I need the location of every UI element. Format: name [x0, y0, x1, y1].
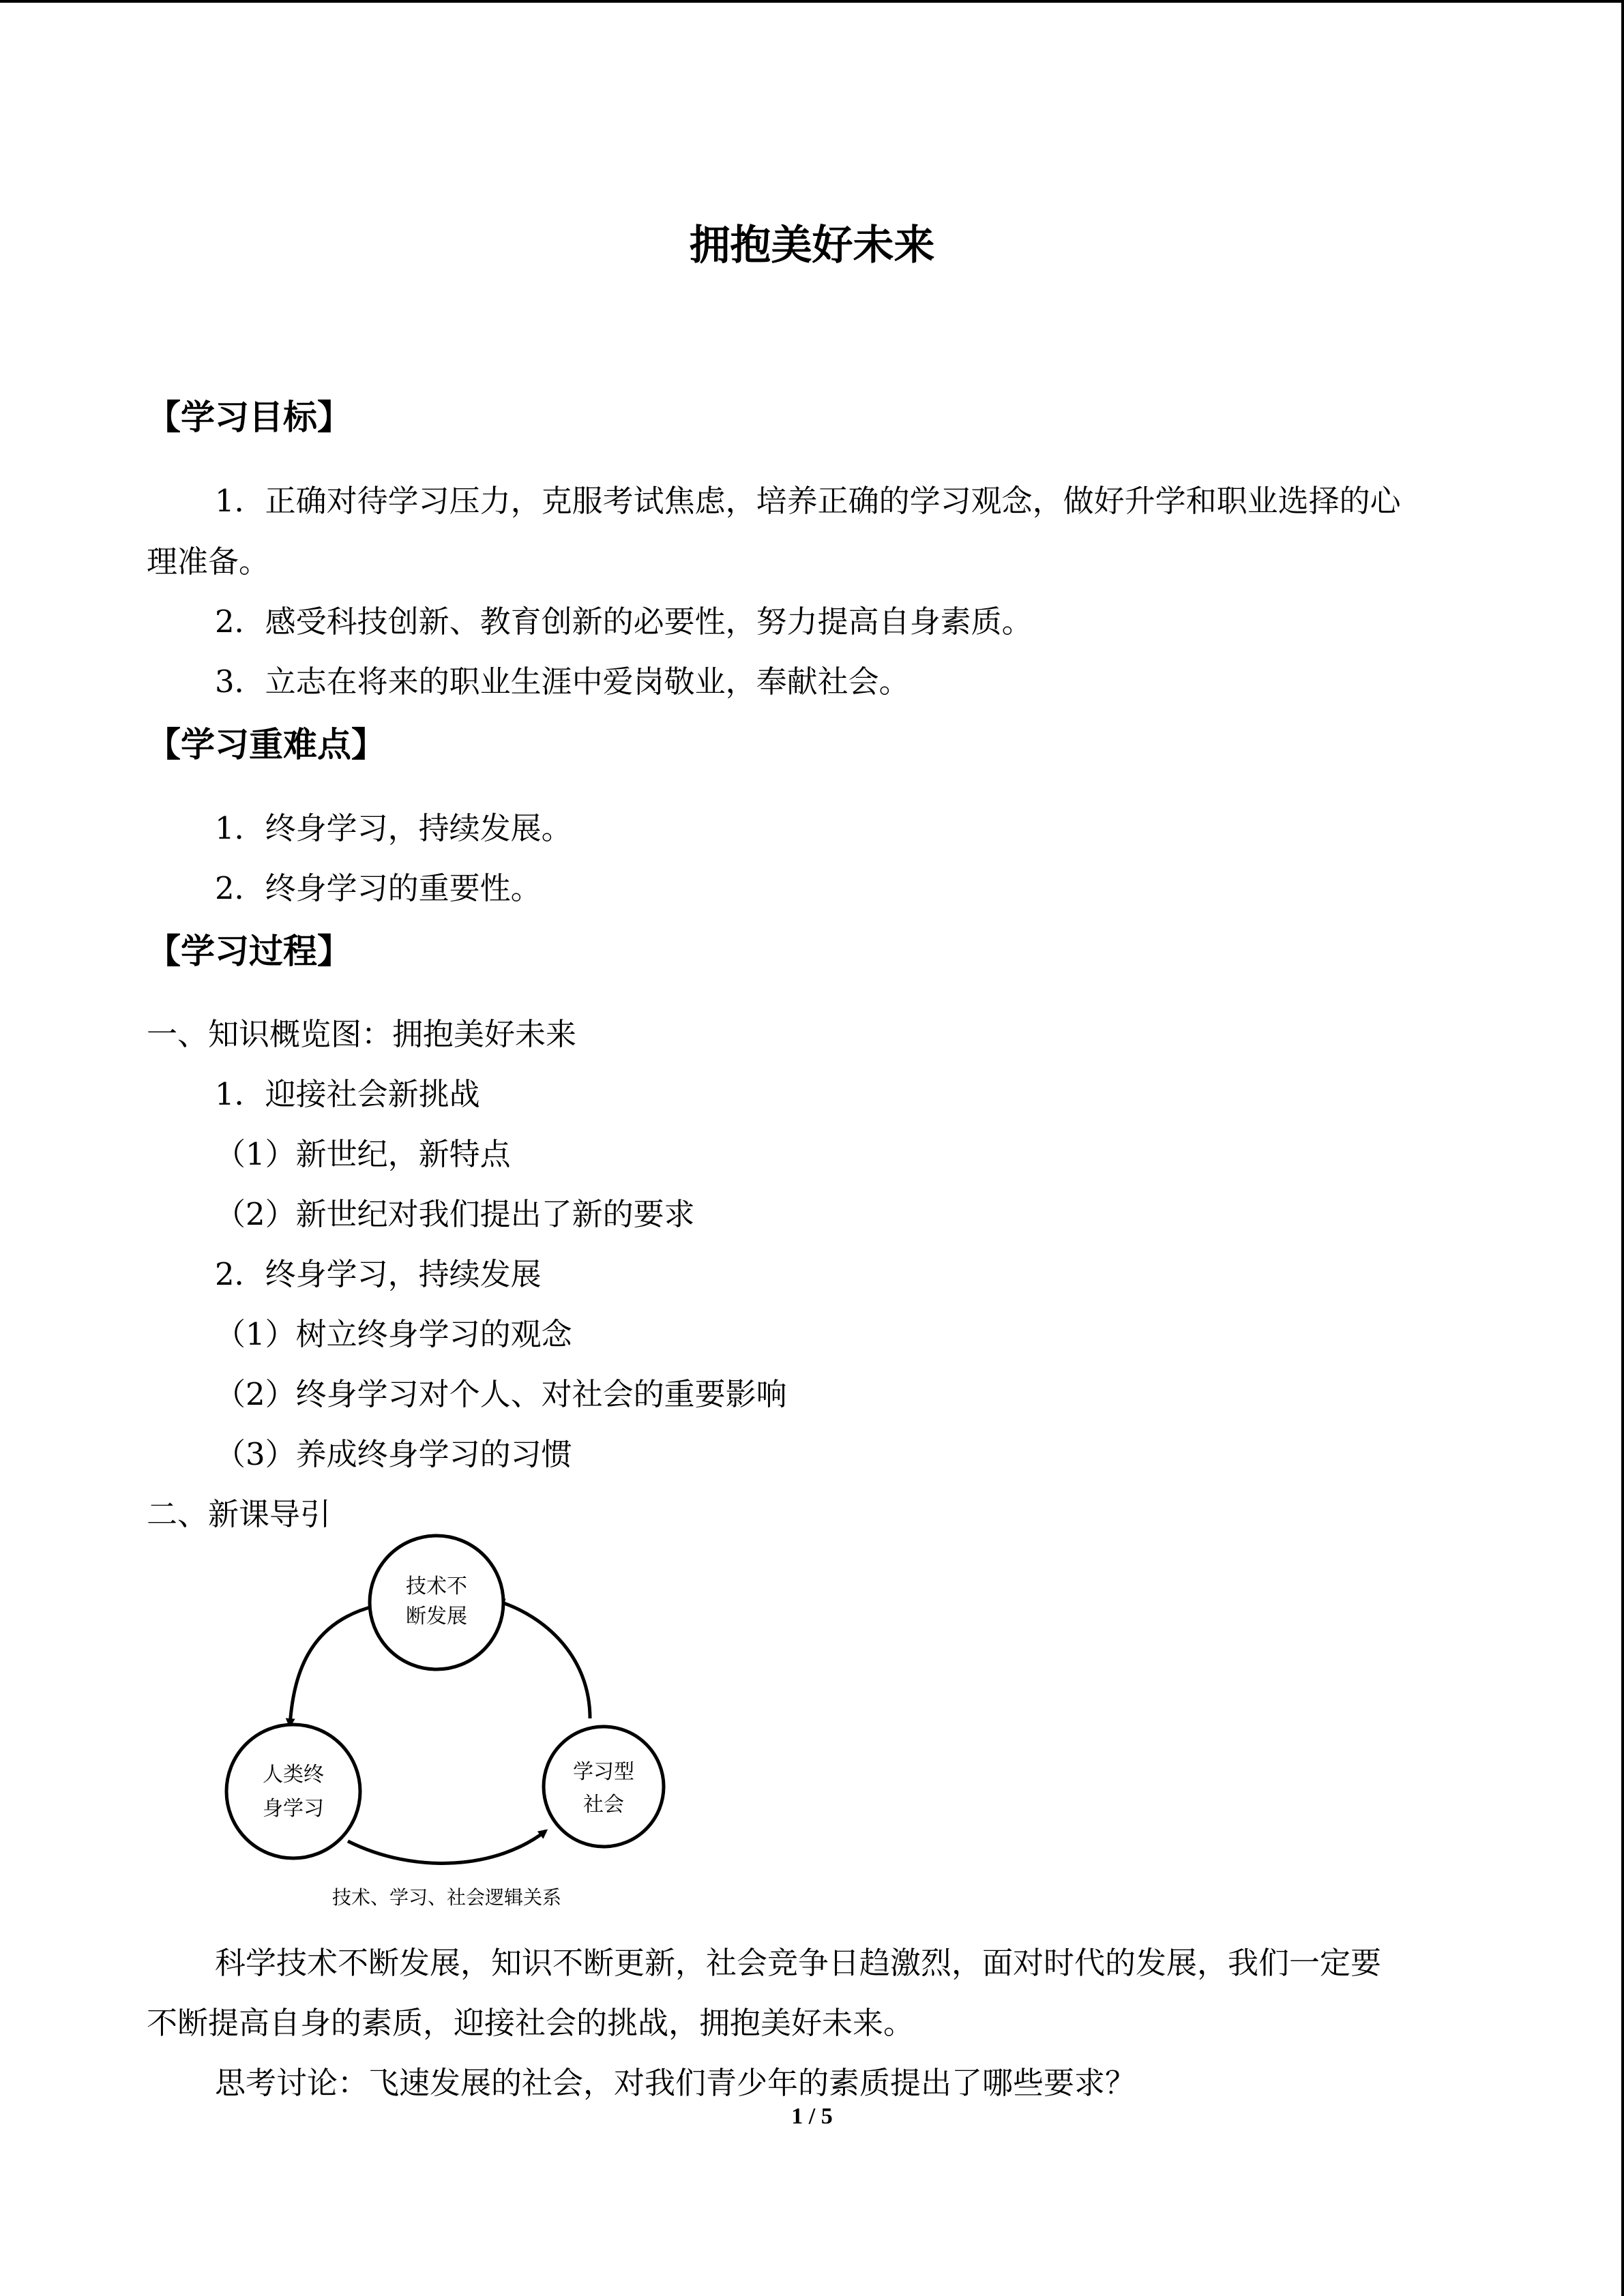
node-technology: [370, 1536, 503, 1669]
heading-keypoints: 【学习重难点】: [147, 725, 385, 764]
node-lifelong-learning: [226, 1725, 360, 1858]
cycle-diagram-svg: [211, 1521, 689, 1930]
objective-1-line1: 1．正确对待学习压力，克服考试焦虑，培养正确的学习观念，做好升学和职业选择的心: [215, 483, 1401, 519]
outline-1-1: （1）新世纪，新特点: [215, 1136, 511, 1172]
outline-1-2: （2）新世纪对我们提出了新的要求: [215, 1196, 695, 1232]
objective-1-line2: 理准备。: [147, 543, 270, 580]
diagram-caption: 技术、学习、社会逻辑关系: [331, 1886, 562, 1909]
node-technology-line2: 断发展: [406, 1605, 467, 1628]
top-border: [0, 0, 1624, 3]
cycle-diagram: [211, 1521, 689, 1930]
page-number: 1 / 5: [791, 2104, 833, 2129]
outline-2: 2．终身学习，持续发展: [215, 1256, 542, 1292]
node-society-line2: 社会: [583, 1793, 624, 1817]
node-learning-society: [544, 1727, 664, 1847]
arrow-right-to-top: [498, 1601, 590, 1718]
objective-2: 2．感受科技创新、教育创新的必要性，努力提高自身素质。: [215, 603, 1033, 640]
node-lifelong-line1: 人类终: [263, 1763, 324, 1787]
keypoint-2: 2．终身学习的重要性。: [215, 870, 542, 906]
intro-title: 二、新课导引: [147, 1496, 331, 1532]
outline-2-3: （3）养成终身学习的习惯: [215, 1436, 572, 1472]
objective-3: 3．立志在将来的职业生涯中爱岗敬业，奉献社会。: [215, 664, 910, 700]
overview-title: 一、知识概览图：拥抱美好未来: [147, 1016, 577, 1052]
paragraph-1-line1: 科学技术不断发展，知识不断更新，社会竞争日趋激烈，面对时代的发展，我们一定要: [215, 1945, 1382, 1981]
page-title: 拥抱美好未来: [689, 222, 935, 269]
right-border: [1621, 0, 1624, 2296]
node-technology-line1: 技术不: [406, 1575, 467, 1598]
keypoint-1: 1．终身学习，持续发展。: [215, 810, 572, 846]
heading-process: 【学习过程】: [147, 931, 351, 971]
arrow-left-to-right: [348, 1831, 546, 1863]
outline-2-2: （2）终身学习对个人、对社会的重要影响: [215, 1376, 787, 1412]
discussion-question: 思考讨论：飞速发展的社会，对我们青少年的素质提出了哪些要求？: [215, 2065, 1136, 2101]
outline-1: 1．迎接社会新挑战: [215, 1076, 480, 1112]
heading-objectives: 【学习目标】: [147, 398, 351, 437]
paragraph-1-line2: 不断提高自身的素质，迎接社会的挑战，拥抱美好未来。: [147, 2005, 915, 2041]
node-society-line1: 学习型: [573, 1760, 634, 1784]
outline-2-1: （1）树立终身学习的观念: [215, 1316, 572, 1352]
arrow-top-to-left: [290, 1606, 375, 1725]
node-lifelong-line2: 身学习: [263, 1797, 324, 1821]
